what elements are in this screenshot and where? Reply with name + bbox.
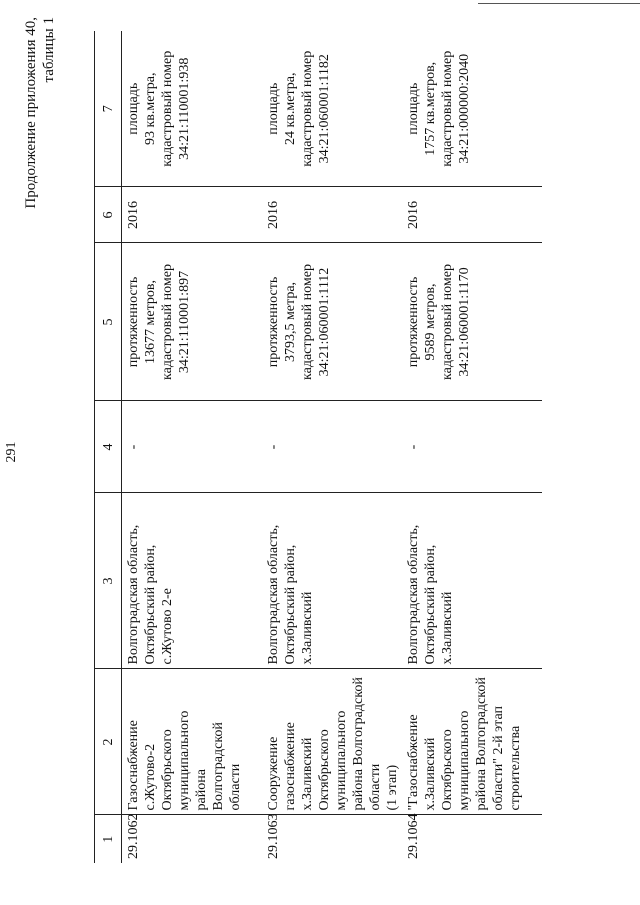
table-row	[402, 31, 542, 863]
object-name: Сооружение газоснабжение х.Заливский Октябрьского муниципального района Волгоградской области (1 этап)	[262, 669, 402, 815]
row-id: 29.1062	[126, 813, 141, 859]
object-location: Волгоградская область, Октябрьский район, х.Заливский	[262, 493, 402, 669]
land-area: площадь 24 кв.метра, кадастровый номер 34:21:060001:1182	[262, 31, 402, 187]
column-header: 5	[95, 243, 122, 401]
object-extent: протяженность 9589 метров, кадастровый номер 34:21:060001:1170	[402, 243, 542, 401]
object-year: 2016	[402, 187, 542, 243]
row-id: 29.1063	[266, 813, 281, 859]
page-number: 291	[4, 441, 19, 463]
object-location: Волгоградская область, Октябрьский район, х.Заливский	[402, 493, 542, 669]
column-header: 4	[95, 401, 122, 493]
column-4-value: -	[122, 401, 263, 493]
column-header: 3	[95, 493, 122, 669]
object-extent: протяженность 13677 метров, кадастровый номер 34:21:110001:897	[122, 243, 263, 401]
object-name: Газоснабжение с.Жутово-2 Октябрьского муниципального района Волгоградской области	[122, 669, 263, 815]
table-row	[122, 31, 263, 863]
object-location: Волгоградская область, Октябрьский район, с.Жутово 2-е	[122, 493, 263, 669]
object-extent: протяженность 3793,5 метра, кадастровый номер 34:21:060001:1112	[262, 243, 402, 401]
land-area: площадь 1757 кв.метров, кадастровый номер 34:21:000000:2040	[402, 31, 542, 187]
column-4-value: -	[402, 401, 542, 493]
property-table	[94, 31, 542, 863]
continuation-title	[22, 17, 58, 357]
object-year: 2016	[262, 187, 402, 243]
column-header: 7	[95, 31, 122, 187]
column-4-value: -	[262, 401, 402, 493]
header-row	[95, 31, 122, 863]
object-name: "Газоснабжение х.Заливский Октябрьского муниципального района Волгоградской области" 2-й этап строительства	[402, 669, 542, 815]
row-id: 29.1064	[406, 813, 421, 859]
land-area: площадь 93 кв.метра, кадастровый номер 34:21:110001:938	[122, 31, 263, 187]
table-row	[262, 31, 402, 863]
continuation-title-line: Продолжение приложения 40,	[23, 17, 39, 209]
column-header: 2	[95, 669, 122, 815]
object-year: 2016	[122, 187, 263, 243]
column-header: 1	[95, 815, 122, 863]
column-header: 6	[95, 187, 122, 243]
continuation-title-line: таблицы 1	[41, 17, 57, 83]
